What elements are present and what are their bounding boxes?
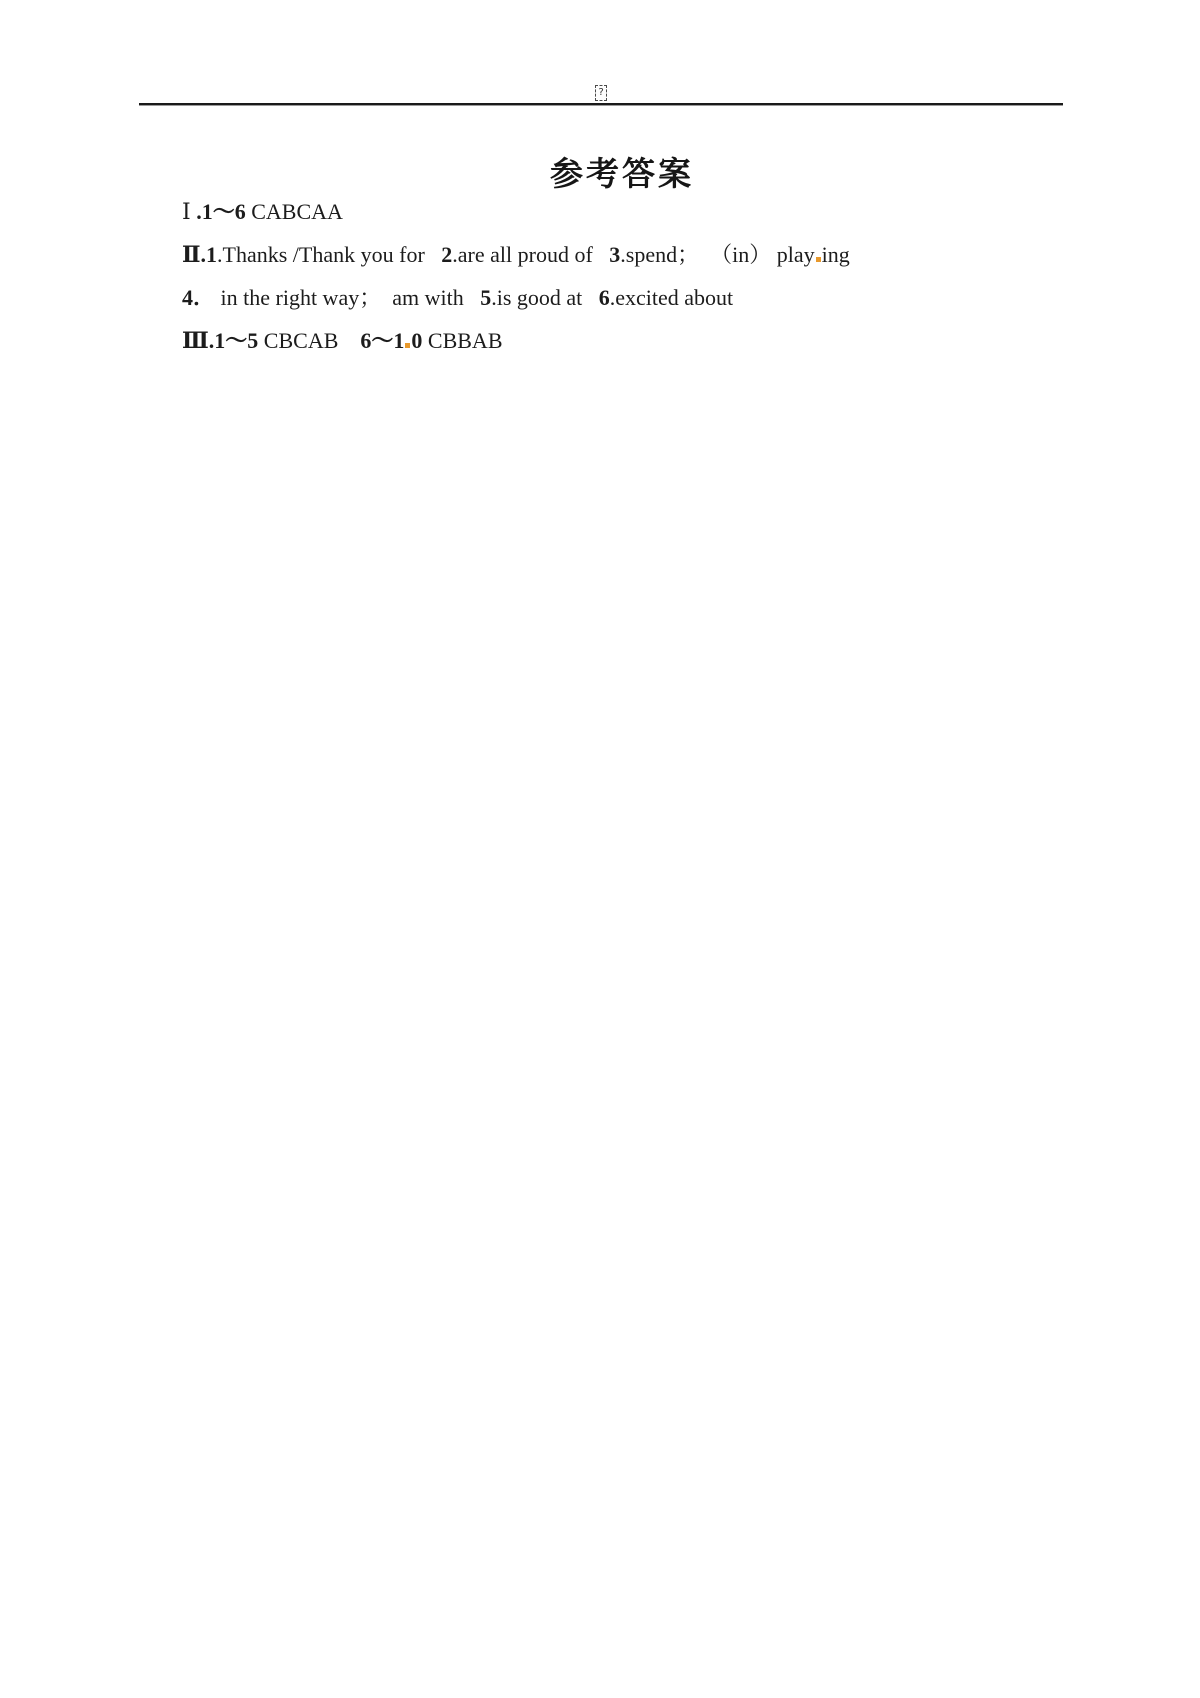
page-title: 参考答案: [550, 157, 694, 193]
answer-text-segment: 5: [480, 285, 492, 310]
answer-text-segment: CBCAB: [258, 328, 361, 353]
answer-text-segment: Ⅲ.1～5: [182, 328, 259, 353]
answer-text-segment: CABCAA: [245, 199, 343, 224]
answer-text-segment: .spend； （in） play: [620, 242, 815, 267]
answer-line: [182, 233, 1062, 276]
answer-text-segment: .excited about: [609, 285, 734, 310]
missing-glyph: ?: [595, 85, 607, 101]
answer-text-segment: 2: [441, 242, 453, 267]
spellcheck-dot: [816, 257, 821, 262]
answer-line: [182, 276, 1062, 319]
answer-text-segment: .is good at: [491, 285, 599, 310]
page-header: [139, 85, 1063, 101]
answer-text-segment: CBBAB: [422, 328, 503, 353]
answer-text-segment: .Thanks /Thank you for: [217, 242, 442, 267]
spellcheck-dot: [405, 343, 410, 348]
answer-text-segment: Ⅰ: [182, 199, 197, 224]
header-rule: [139, 103, 1063, 106]
answer-list: [182, 190, 1062, 362]
answer-text-segment: Ⅱ.1: [182, 242, 218, 267]
answer-text-segment: 6: [598, 285, 610, 310]
answer-text-segment: .are all proud of: [452, 242, 610, 267]
answer-text-segment: in the right way； am with: [215, 285, 481, 310]
answer-text-segment: 3: [609, 242, 621, 267]
answer-text-segment: .1～6: [196, 199, 246, 224]
answer-line: [182, 319, 1062, 362]
answer-text-segment: 0: [411, 328, 423, 353]
answer-text-segment: 6～1: [360, 328, 405, 353]
answer-text-segment: ing: [821, 242, 850, 267]
answer-line: [182, 190, 1062, 233]
answer-text-segment: 4．: [182, 285, 216, 310]
